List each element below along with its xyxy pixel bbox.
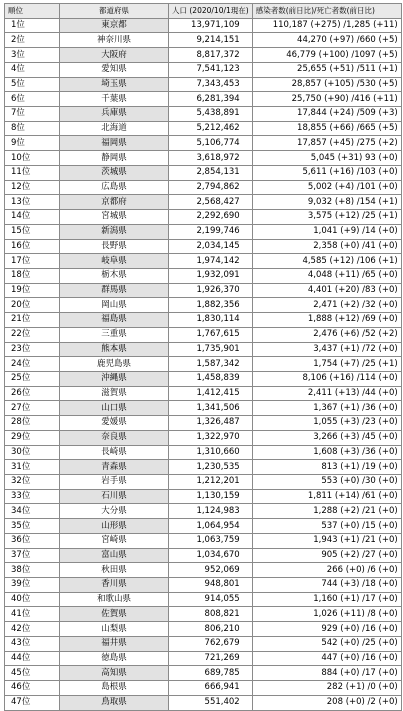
population-cell: 762,679 — [169, 636, 253, 651]
rank-cell: 23位 — [5, 342, 60, 357]
infection-death-cell: 1,041 (+9) /14 (+0) — [252, 224, 401, 239]
prefecture-cell: 愛媛県 — [60, 416, 169, 431]
rank-cell: 47位 — [5, 695, 60, 710]
header-prefecture: 都道府県 — [60, 4, 169, 19]
prefecture-cell: 長野県 — [60, 239, 169, 254]
prefecture-cell: 兵庫県 — [60, 107, 169, 122]
infection-death-cell: 905 (+2) /27 (+0) — [252, 548, 401, 563]
rank-cell: 5位 — [5, 77, 60, 92]
infection-death-cell: 25,750 (+90) /416 (+11) — [252, 92, 401, 107]
infection-death-cell: 8,106 (+16) /114 (+0) — [252, 371, 401, 386]
infection-death-cell: 46,779 (+100) /1097 (+5) — [252, 48, 401, 63]
rank-cell: 39位 — [5, 578, 60, 593]
table-row — [5, 48, 402, 63]
infection-death-cell: 813 (+1) /19 (+0) — [252, 460, 401, 475]
rank-cell: 43位 — [5, 636, 60, 651]
population-cell: 6,281,394 — [169, 92, 253, 107]
infection-death-cell: 3,437 (+1) /72 (+0) — [252, 342, 401, 357]
population-cell: 1,124,983 — [169, 504, 253, 519]
rank-cell: 44位 — [5, 651, 60, 666]
population-cell: 952,069 — [169, 563, 253, 578]
prefecture-cell: 岩手県 — [60, 475, 169, 490]
table-row — [5, 77, 402, 92]
infection-death-cell: 1,811 (+14) /61 (+0) — [252, 489, 401, 504]
table-row — [5, 401, 402, 416]
rank-cell: 25位 — [5, 371, 60, 386]
rank-cell: 6位 — [5, 92, 60, 107]
population-cell: 13,971,109 — [169, 18, 253, 33]
prefecture-cell: 熊本県 — [60, 342, 169, 357]
population-cell: 5,212,462 — [169, 121, 253, 136]
population-cell: 1,326,487 — [169, 416, 253, 431]
table-row — [5, 121, 402, 136]
table-row — [5, 636, 402, 651]
rank-cell: 9位 — [5, 136, 60, 151]
prefecture-cell: 三重県 — [60, 327, 169, 342]
population-cell: 1,064,954 — [169, 519, 253, 534]
population-cell: 2,568,427 — [169, 195, 253, 210]
table-row — [5, 651, 402, 666]
table-row — [5, 445, 402, 460]
rank-cell: 19位 — [5, 283, 60, 298]
rank-cell: 7位 — [5, 107, 60, 122]
rank-cell: 33位 — [5, 489, 60, 504]
rank-cell: 17位 — [5, 254, 60, 269]
prefecture-cell: 秋田県 — [60, 563, 169, 578]
population-cell: 1,034,670 — [169, 548, 253, 563]
population-cell: 689,785 — [169, 666, 253, 681]
table-row — [5, 165, 402, 180]
prefecture-cell: 富山県 — [60, 548, 169, 563]
infection-death-cell: 2,476 (+6) /52 (+2) — [252, 327, 401, 342]
prefecture-cell: 京都府 — [60, 195, 169, 210]
rank-cell: 30位 — [5, 445, 60, 460]
table-row — [5, 489, 402, 504]
population-cell: 5,438,891 — [169, 107, 253, 122]
table-row — [5, 681, 402, 696]
rank-cell: 1位 — [5, 18, 60, 33]
prefecture-cell: 福岡県 — [60, 136, 169, 151]
population-cell: 948,801 — [169, 578, 253, 593]
table-row — [5, 666, 402, 681]
prefecture-cell: 宮崎県 — [60, 533, 169, 548]
table-row — [5, 151, 402, 166]
table-row — [5, 563, 402, 578]
table-header-row — [5, 4, 402, 19]
covid-prefecture-table-container — [4, 3, 402, 711]
prefecture-cell: 群馬県 — [60, 283, 169, 298]
prefecture-cell: 鳥取県 — [60, 695, 169, 710]
table-row — [5, 107, 402, 122]
table-row — [5, 386, 402, 401]
population-cell: 1,412,415 — [169, 386, 253, 401]
rank-cell: 24位 — [5, 357, 60, 372]
infection-death-cell: 4,401 (+20) /83 (+0) — [252, 283, 401, 298]
table-row — [5, 460, 402, 475]
table-row — [5, 268, 402, 283]
table-row — [5, 298, 402, 313]
table-row — [5, 210, 402, 225]
population-cell: 1,310,660 — [169, 445, 253, 460]
infection-death-cell: 3,266 (+3) /45 (+0) — [252, 430, 401, 445]
table-row — [5, 533, 402, 548]
prefecture-cell: 奈良県 — [60, 430, 169, 445]
population-cell: 1,458,839 — [169, 371, 253, 386]
rank-cell: 8位 — [5, 121, 60, 136]
infection-death-cell: 25,655 (+51) /511 (+1) — [252, 62, 401, 77]
prefecture-cell: 和歌山県 — [60, 592, 169, 607]
rank-cell: 20位 — [5, 298, 60, 313]
rank-cell: 11位 — [5, 165, 60, 180]
table-row — [5, 33, 402, 48]
population-cell: 1,882,356 — [169, 298, 253, 313]
infection-death-cell: 2,471 (+2) /32 (+0) — [252, 298, 401, 313]
infection-death-cell: 17,844 (+24) /509 (+3) — [252, 107, 401, 122]
rank-cell: 41位 — [5, 607, 60, 622]
rank-cell: 22位 — [5, 327, 60, 342]
table-row — [5, 519, 402, 534]
population-cell: 1,830,114 — [169, 313, 253, 328]
prefecture-cell: 高知県 — [60, 666, 169, 681]
table-row — [5, 136, 402, 151]
table-row — [5, 578, 402, 593]
rank-cell: 46位 — [5, 681, 60, 696]
prefecture-cell: 静岡県 — [60, 151, 169, 166]
infection-death-cell: 4,585 (+12) /106 (+1) — [252, 254, 401, 269]
rank-cell: 38位 — [5, 563, 60, 578]
rank-cell: 32位 — [5, 475, 60, 490]
rank-cell: 37位 — [5, 548, 60, 563]
prefecture-cell: 滋賀県 — [60, 386, 169, 401]
table-row — [5, 254, 402, 269]
population-cell: 1,587,342 — [169, 357, 253, 372]
prefecture-cell: 島根県 — [60, 681, 169, 696]
population-cell: 1,974,142 — [169, 254, 253, 269]
population-cell: 808,821 — [169, 607, 253, 622]
infection-death-cell: 3,575 (+12) /25 (+1) — [252, 210, 401, 225]
prefecture-cell: 岐阜県 — [60, 254, 169, 269]
table-row — [5, 283, 402, 298]
table-row — [5, 622, 402, 637]
population-cell: 1,767,615 — [169, 327, 253, 342]
prefecture-cell: 長崎県 — [60, 445, 169, 460]
rank-cell: 13位 — [5, 195, 60, 210]
prefecture-cell: 香川県 — [60, 578, 169, 593]
population-cell: 2,854,131 — [169, 165, 253, 180]
infection-death-cell: 1,754 (+7) /25 (+1) — [252, 357, 401, 372]
prefecture-cell: 福井県 — [60, 636, 169, 651]
table-row — [5, 504, 402, 519]
rank-cell: 26位 — [5, 386, 60, 401]
rank-cell: 2位 — [5, 33, 60, 48]
infection-death-cell: 282 (+1) /0 (+0) — [252, 681, 401, 696]
infection-death-cell: 1,288 (+2) /21 (+0) — [252, 504, 401, 519]
prefecture-cell: 青森県 — [60, 460, 169, 475]
table-row — [5, 416, 402, 431]
infection-death-cell: 744 (+3) /18 (+0) — [252, 578, 401, 593]
prefecture-cell: 東京都 — [60, 18, 169, 33]
infection-death-cell: 1,367 (+1) /36 (+0) — [252, 401, 401, 416]
population-cell: 1,130,159 — [169, 489, 253, 504]
infection-death-cell: 208 (+0) /2 (+0) — [252, 695, 401, 710]
infection-death-cell: 1,026 (+11) /8 (+0) — [252, 607, 401, 622]
population-cell: 7,343,453 — [169, 77, 253, 92]
population-cell: 2,292,690 — [169, 210, 253, 225]
rank-cell: 29位 — [5, 430, 60, 445]
table-row — [5, 357, 402, 372]
table-row — [5, 239, 402, 254]
infection-death-cell: 1,055 (+3) /23 (+0) — [252, 416, 401, 431]
table-row — [5, 18, 402, 33]
prefecture-cell: 山梨県 — [60, 622, 169, 637]
infection-death-cell: 884 (+0) /17 (+0) — [252, 666, 401, 681]
table-row — [5, 695, 402, 710]
prefecture-cell: 栃木県 — [60, 268, 169, 283]
infection-death-cell: 1,608 (+3) /36 (+0) — [252, 445, 401, 460]
population-cell: 8,817,372 — [169, 48, 253, 63]
population-cell: 806,210 — [169, 622, 253, 637]
header-population: 人口 (2020/10/1現在) — [169, 4, 253, 19]
rank-cell: 40位 — [5, 592, 60, 607]
prefecture-cell: 佐賀県 — [60, 607, 169, 622]
table-row — [5, 371, 402, 386]
infection-death-cell: 17,857 (+45) /275 (+2) — [252, 136, 401, 151]
rank-cell: 3位 — [5, 48, 60, 63]
header-rank: 順位 — [5, 4, 60, 19]
infection-death-cell: 5,045 (+31) 93 (+0) — [252, 151, 401, 166]
rank-cell: 18位 — [5, 268, 60, 283]
infection-death-cell: 1,160 (+1) /17 (+0) — [252, 592, 401, 607]
population-cell: 1,063,759 — [169, 533, 253, 548]
population-cell: 1,932,091 — [169, 268, 253, 283]
population-cell: 2,794,862 — [169, 180, 253, 195]
infection-death-cell: 28,857 (+105) /530 (+5) — [252, 77, 401, 92]
population-cell: 3,618,972 — [169, 151, 253, 166]
prefecture-cell: 広島県 — [60, 180, 169, 195]
population-cell: 721,269 — [169, 651, 253, 666]
table-row — [5, 342, 402, 357]
infection-death-cell: 5,002 (+4) /101 (+0) — [252, 180, 401, 195]
prefecture-cell: 茨城県 — [60, 165, 169, 180]
infection-death-cell: 1,888 (+12) /69 (+0) — [252, 313, 401, 328]
rank-cell: 28位 — [5, 416, 60, 431]
prefecture-cell: 宮城県 — [60, 210, 169, 225]
prefecture-stats-table — [4, 3, 402, 711]
table-row — [5, 62, 402, 77]
population-cell: 1,322,970 — [169, 430, 253, 445]
infection-death-cell: 542 (+0) /25 (+0) — [252, 636, 401, 651]
infection-death-cell: 537 (+0) /15 (+0) — [252, 519, 401, 534]
population-cell: 2,034,145 — [169, 239, 253, 254]
table-row — [5, 224, 402, 239]
rank-cell: 36位 — [5, 533, 60, 548]
rank-cell: 34位 — [5, 504, 60, 519]
population-cell: 1,212,201 — [169, 475, 253, 490]
prefecture-cell: 石川県 — [60, 489, 169, 504]
population-cell: 1,230,535 — [169, 460, 253, 475]
rank-cell: 42位 — [5, 622, 60, 637]
prefecture-cell: 福島県 — [60, 313, 169, 328]
rank-cell: 14位 — [5, 210, 60, 225]
prefecture-cell: 徳島県 — [60, 651, 169, 666]
population-cell: 666,941 — [169, 681, 253, 696]
prefecture-cell: 神奈川県 — [60, 33, 169, 48]
table-row — [5, 475, 402, 490]
prefecture-cell: 新潟県 — [60, 224, 169, 239]
rank-cell: 12位 — [5, 180, 60, 195]
infection-death-cell: 18,855 (+66) /665 (+5) — [252, 121, 401, 136]
table-row — [5, 607, 402, 622]
infection-death-cell: 266 (+0) /6 (+0) — [252, 563, 401, 578]
infection-death-cell: 929 (+0) /16 (+0) — [252, 622, 401, 637]
table-body — [5, 18, 402, 710]
infection-death-cell: 447 (+0) /16 (+0) — [252, 651, 401, 666]
infection-death-cell: 110,187 (+275) /1,285 (+11) — [252, 18, 401, 33]
table-row — [5, 180, 402, 195]
prefecture-cell: 大分県 — [60, 504, 169, 519]
population-cell: 1,735,901 — [169, 342, 253, 357]
prefecture-cell: 鹿児島県 — [60, 357, 169, 372]
infection-death-cell: 44,270 (+97) /660 (+5) — [252, 33, 401, 48]
rank-cell: 45位 — [5, 666, 60, 681]
table-row — [5, 313, 402, 328]
rank-cell: 16位 — [5, 239, 60, 254]
prefecture-cell: 岡山県 — [60, 298, 169, 313]
prefecture-cell: 北海道 — [60, 121, 169, 136]
infection-death-cell: 553 (+0) /30 (+0) — [252, 475, 401, 490]
infection-death-cell: 1,943 (+1) /21 (+0) — [252, 533, 401, 548]
rank-cell: 35位 — [5, 519, 60, 534]
rank-cell: 21位 — [5, 313, 60, 328]
population-cell: 551,402 — [169, 695, 253, 710]
prefecture-cell: 千葉県 — [60, 92, 169, 107]
population-cell: 1,341,506 — [169, 401, 253, 416]
population-cell: 9,214,151 — [169, 33, 253, 48]
infection-death-cell: 2,411 (+13) /44 (+0) — [252, 386, 401, 401]
table-row — [5, 592, 402, 607]
rank-cell: 15位 — [5, 224, 60, 239]
prefecture-cell: 埼玉県 — [60, 77, 169, 92]
infection-death-cell: 5,611 (+16) /103 (+0) — [252, 165, 401, 180]
table-row — [5, 327, 402, 342]
infection-death-cell: 2,358 (+0) /41 (+0) — [252, 239, 401, 254]
header-stats: 感染者数(前日比)/死亡者数(前日比) — [252, 4, 401, 19]
rank-cell: 31位 — [5, 460, 60, 475]
prefecture-cell: 山形県 — [60, 519, 169, 534]
table-row — [5, 195, 402, 210]
rank-cell: 10位 — [5, 151, 60, 166]
infection-death-cell: 4,048 (+11) /65 (+0) — [252, 268, 401, 283]
population-cell: 7,541,123 — [169, 62, 253, 77]
table-row — [5, 548, 402, 563]
population-cell: 1,926,370 — [169, 283, 253, 298]
prefecture-cell: 大阪府 — [60, 48, 169, 63]
population-cell: 2,199,746 — [169, 224, 253, 239]
table-row — [5, 430, 402, 445]
prefecture-cell: 沖縄県 — [60, 371, 169, 386]
prefecture-cell: 山口県 — [60, 401, 169, 416]
prefecture-cell: 愛知県 — [60, 62, 169, 77]
population-cell: 5,106,774 — [169, 136, 253, 151]
rank-cell: 27位 — [5, 401, 60, 416]
table-row — [5, 92, 402, 107]
rank-cell: 4位 — [5, 62, 60, 77]
population-cell: 914,055 — [169, 592, 253, 607]
infection-death-cell: 9,032 (+8) /154 (+1) — [252, 195, 401, 210]
